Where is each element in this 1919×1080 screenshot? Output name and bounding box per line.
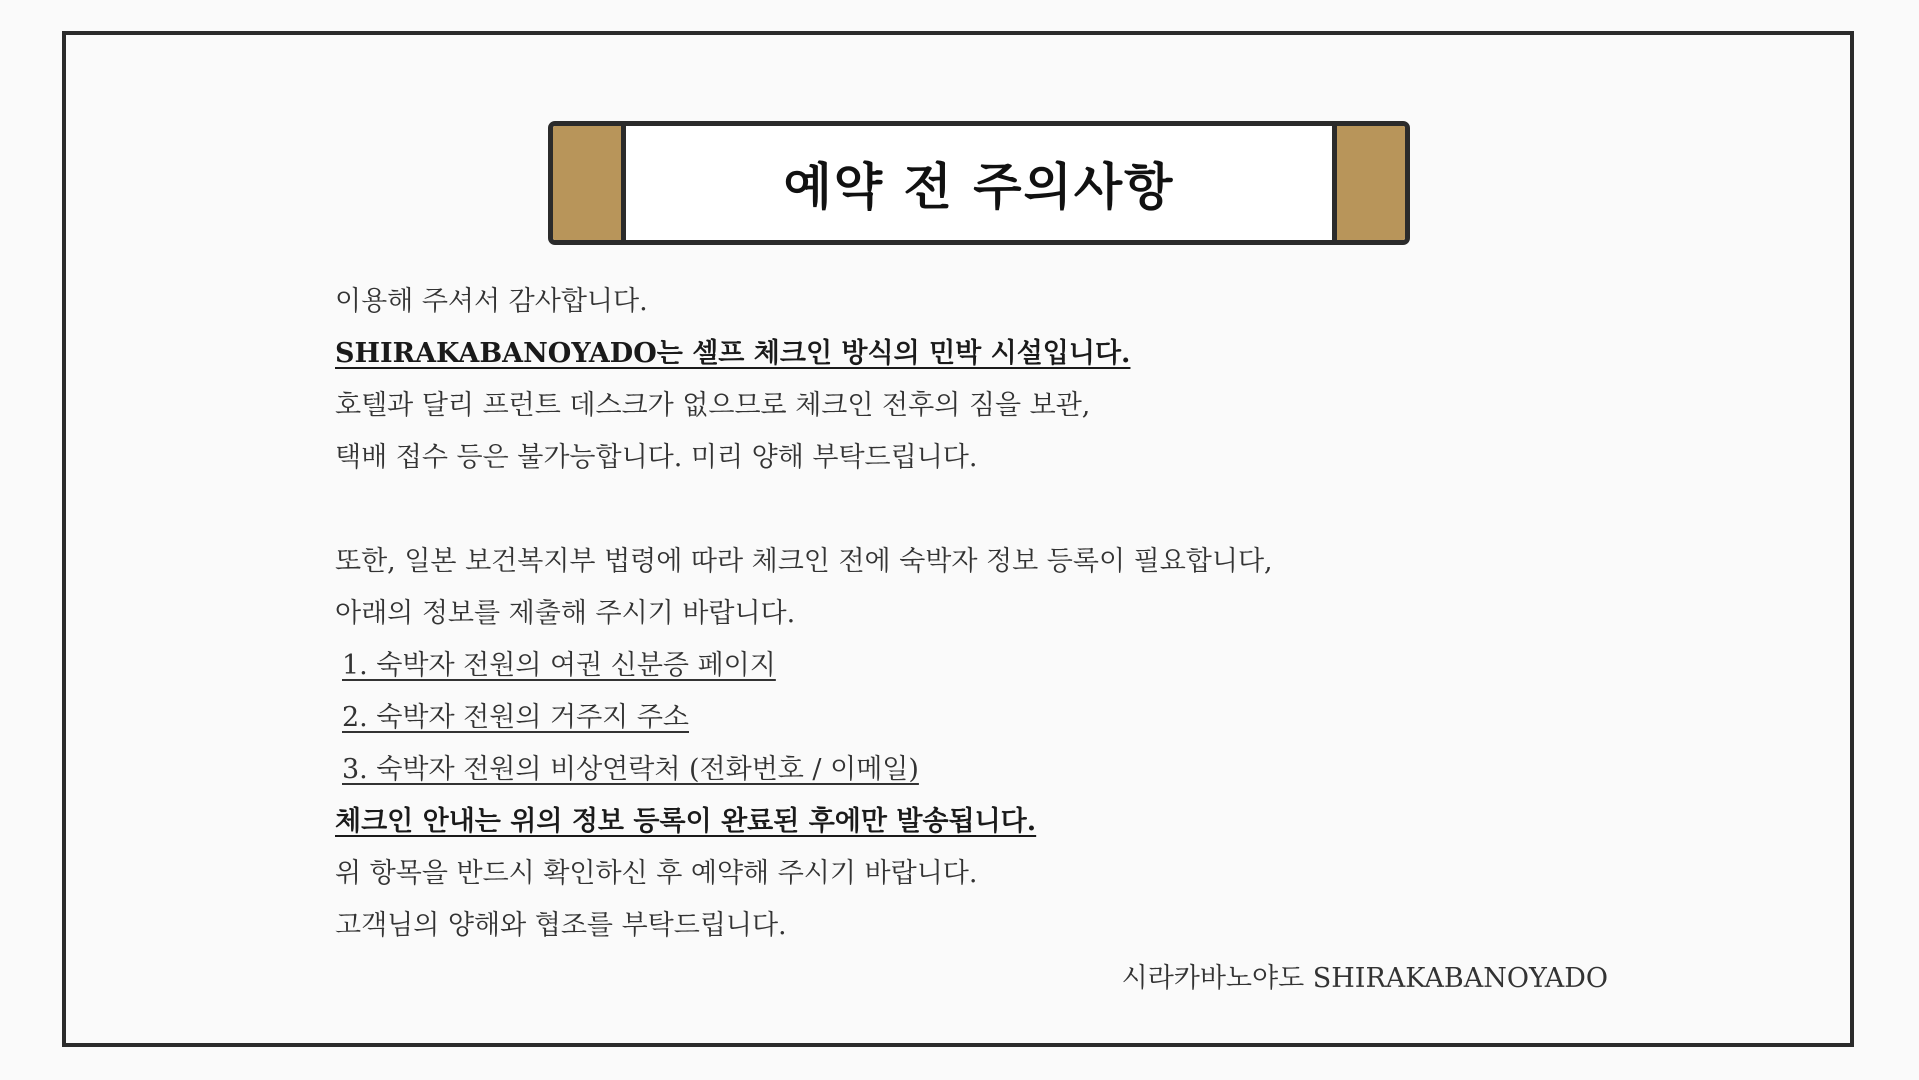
- law-notice-line: 또한, 일본 보건복지부 법령에 따라 체크인 전에 숙박자 정보 등록이 필요합니다,: [335, 546, 1273, 577]
- list-item: [335, 640, 1435, 692]
- notice-body: [335, 276, 1435, 952]
- list-item: [335, 744, 1435, 796]
- cooperation-line: 고객님의 양해와 협조를 부탁드립니다.: [335, 910, 787, 941]
- checkin-guide-text: 체크인 안내는 위의 정보 등록이 완료된 후에만 발송됩니다.: [335, 806, 1037, 837]
- banner-left-cap: [553, 126, 626, 240]
- page-title: 예약 전 주의사항: [783, 158, 1175, 216]
- checkin-guide-line: [335, 796, 1435, 848]
- list-item-1-text: 1. 숙박자 전원의 여권 신분증 페이지: [342, 650, 776, 681]
- self-checkin-text: SHIRAKABANOYADO는 셀프 체크인 방식의 민박 시설입니다.: [335, 338, 1131, 369]
- list-item-3-text: 3. 숙박자 전원의 비상연락처 (전화번호 / 이메일): [342, 754, 919, 785]
- no-delivery-line: 택배 접수 등은 불가능합니다. 미리 양해 부탁드립니다.: [335, 442, 978, 473]
- list-item: [335, 692, 1435, 744]
- confirm-line: 위 항목을 반드시 확인하신 후 예약해 주시기 바랍니다.: [335, 858, 978, 889]
- submit-info-line: 아래의 정보를 제출해 주시기 바랍니다.: [335, 598, 796, 629]
- no-front-desk-line: 호텔과 달리 프런트 데스크가 없으므로 체크인 전후의 짐을 보관,: [335, 390, 1091, 421]
- list-item-2-text: 2. 숙박자 전원의 거주지 주소: [342, 702, 689, 733]
- spacer: [335, 484, 1435, 536]
- thanks-line: 이용해 주셔서 감사합니다.: [335, 286, 648, 317]
- title-banner: [548, 121, 1410, 245]
- self-checkin-line: [335, 328, 1435, 380]
- banner-right-cap: [1332, 126, 1405, 240]
- signature: 시라카바노야도 SHIRAKABANOYADO: [1121, 963, 1608, 994]
